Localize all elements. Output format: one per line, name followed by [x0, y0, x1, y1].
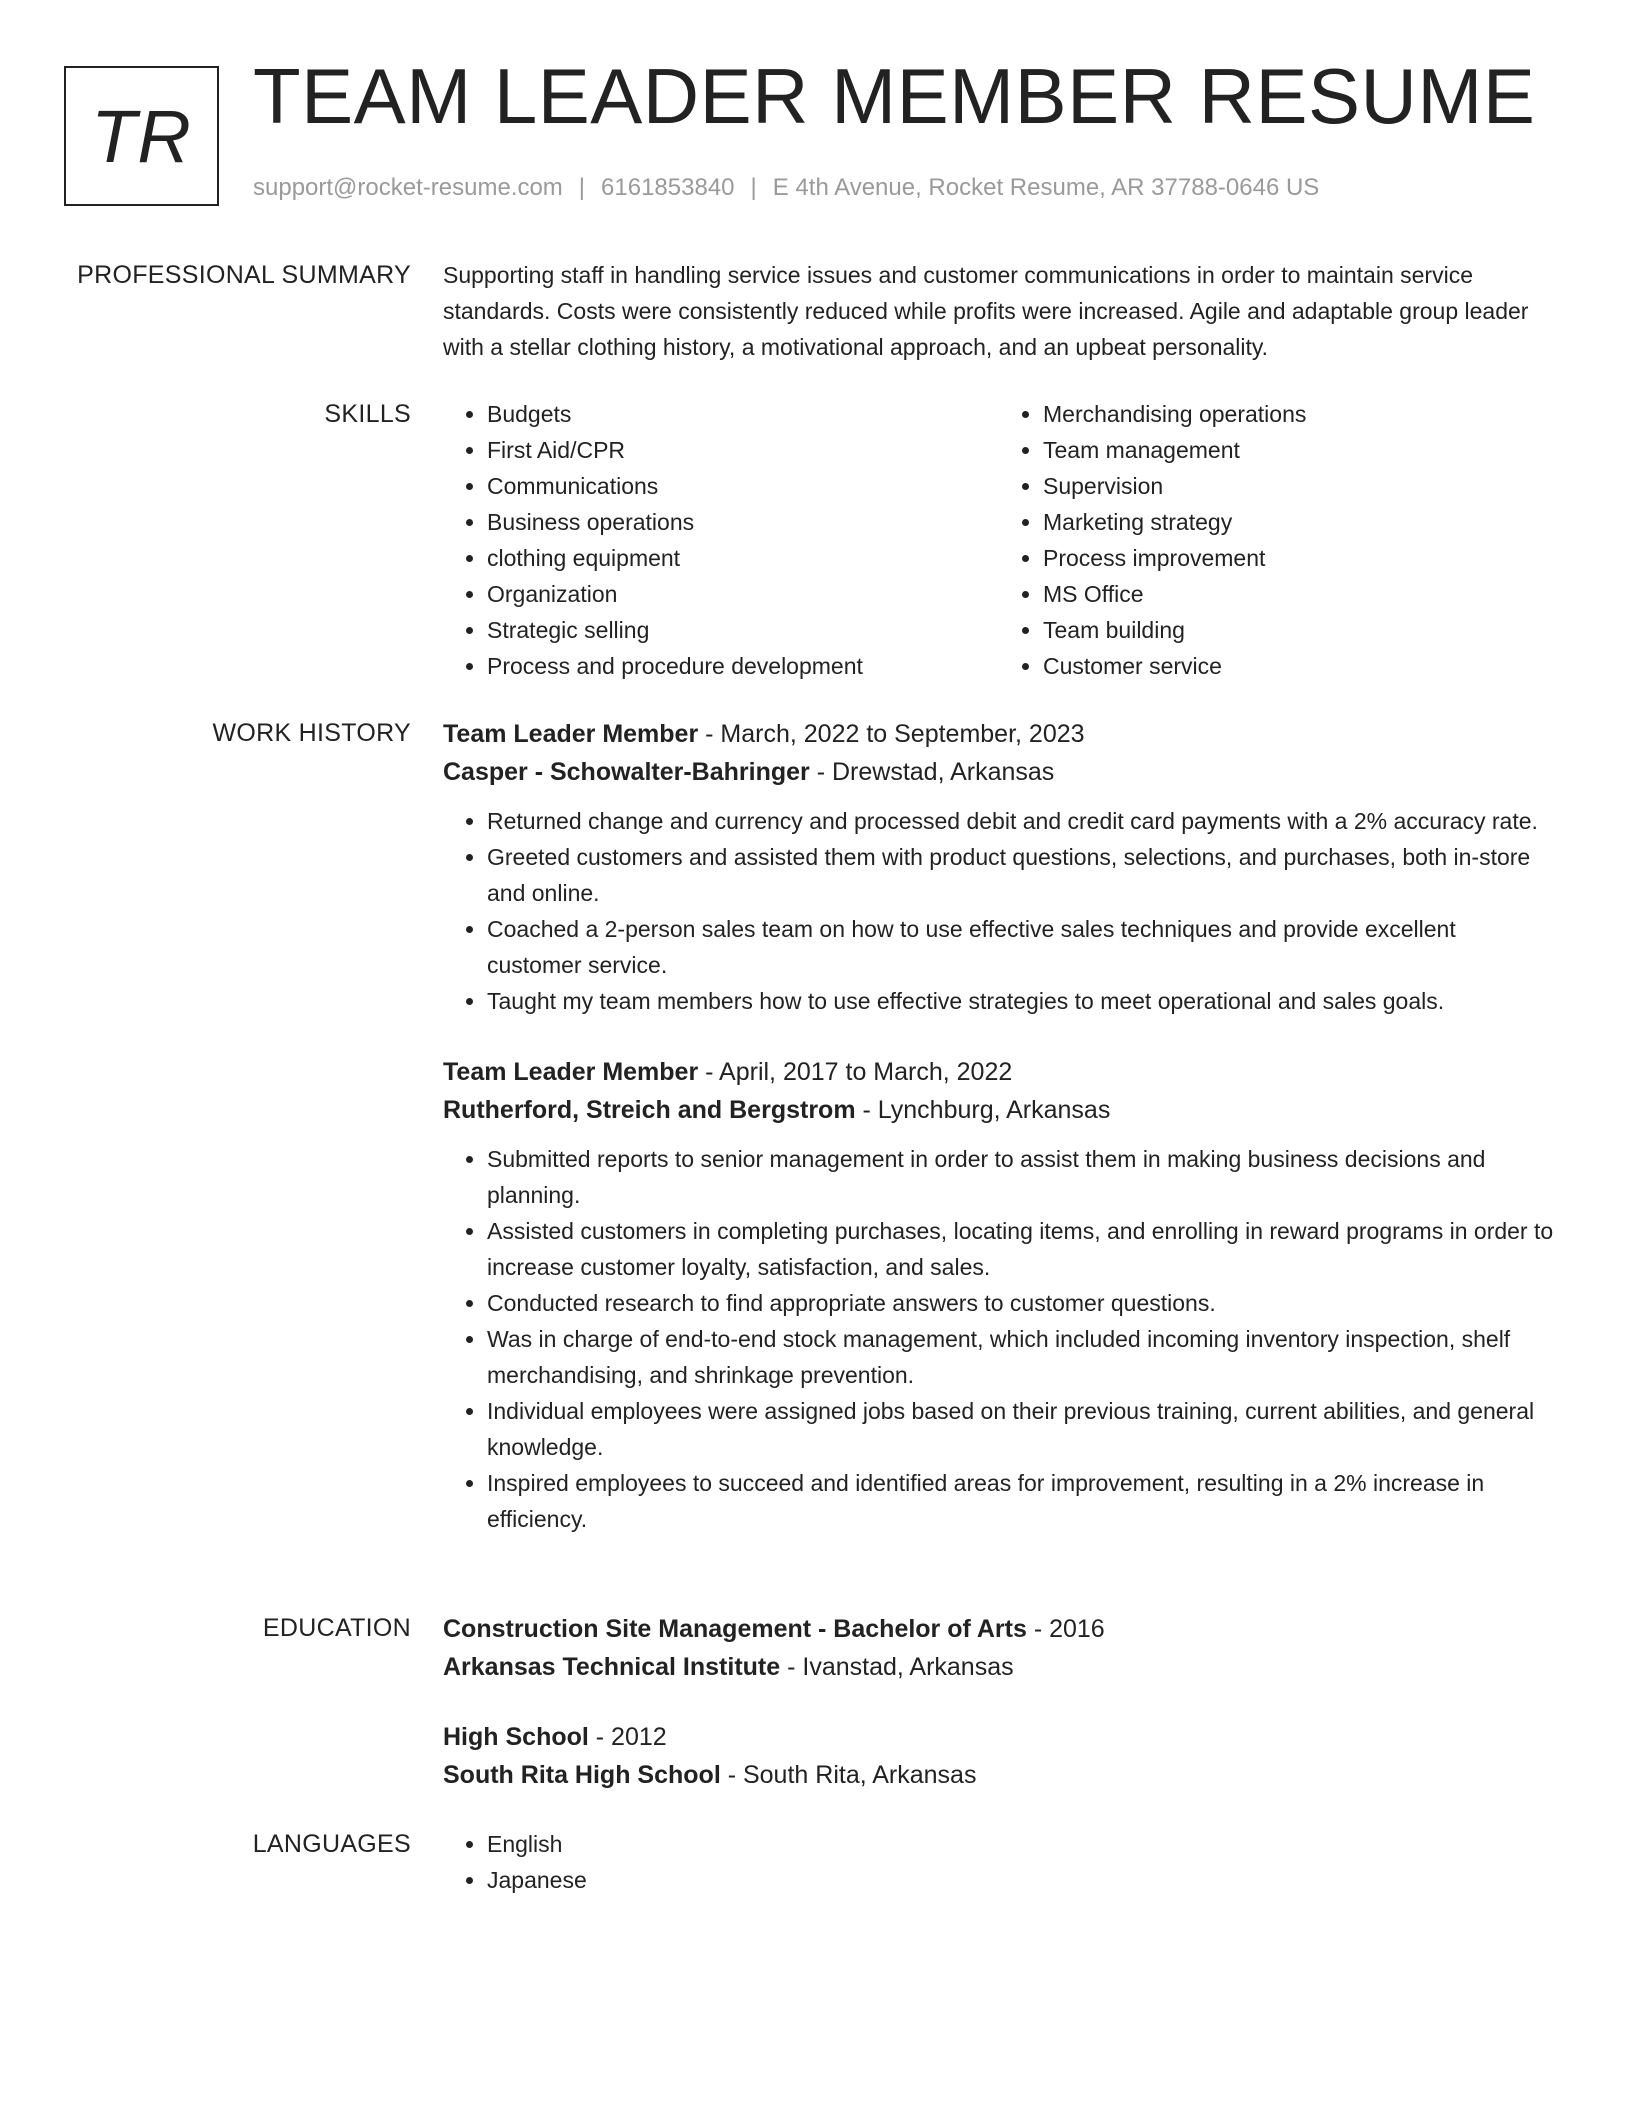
school-line [443, 1756, 1555, 1794]
contact-separator: | [750, 174, 757, 201]
skill-item: • Merchandising operations [1043, 396, 1555, 432]
skill-item: • Process and procedure development [487, 648, 999, 684]
resume-title: TEAM LEADER MEMBER RESUME [253, 52, 1536, 140]
skill-item: • Organization [487, 576, 999, 612]
school-name: South Rita High School [443, 1761, 721, 1789]
education-entry [443, 1610, 1555, 1686]
skill-item: • Team building [1043, 612, 1555, 648]
job-title: Team Leader Member [443, 1058, 699, 1086]
skill-item: • First Aid/CPR [487, 432, 999, 468]
job-location: - Drewstad, Arkansas [809, 758, 1055, 786]
work-history-body [443, 715, 1555, 1537]
job-duty: • Individual employees were assigned jobs based on their previous training, current abilities, and general knowledge. [487, 1393, 1555, 1465]
degree-line [443, 1610, 1555, 1648]
degree: High School [443, 1723, 589, 1751]
education-body [443, 1610, 1555, 1794]
job-company: Casper - Schowalter-Bahringer [443, 758, 810, 786]
job-title: Team Leader Member [443, 720, 699, 748]
job-company-line [443, 1091, 1555, 1129]
skills-body [443, 396, 1555, 684]
job-dates: - March, 2022 to September, 2023 [698, 720, 1085, 748]
job-entry [443, 715, 1555, 1019]
contact-separator: | [578, 174, 586, 201]
job-duty: • Was in charge of end-to-end stock management, which included incoming inventory inspection, shelf merchandising, and shrinkage prevention. [487, 1321, 1555, 1393]
monogram-badge: TR [64, 66, 219, 206]
education-entry [443, 1718, 1555, 1794]
skill-item: • Process improvement [1043, 540, 1555, 576]
skill-item: • clothing equipment [487, 540, 999, 576]
job-dates: - April, 2017 to March, 2022 [698, 1058, 1013, 1086]
graduation-year: - 2012 [588, 1723, 667, 1751]
school-location: - South Rita, Arkansas [720, 1761, 977, 1789]
skill-item: • Customer service [1043, 648, 1555, 684]
job-company: Rutherford, Streich and Bergstrom [443, 1096, 856, 1124]
job-duties-list [443, 1141, 1555, 1537]
job-title-line [443, 715, 1555, 753]
language-item: • English [487, 1826, 1555, 1862]
contact-phone: 6161853840 [601, 174, 735, 201]
skills-list-right [999, 396, 1555, 684]
school-name: Arkansas Technical Institute [443, 1653, 781, 1681]
contact-email: support@rocket-resume.com [253, 174, 563, 201]
skill-item: • Business operations [487, 504, 999, 540]
languages-list [443, 1826, 1555, 1898]
skill-item: • Strategic selling [487, 612, 999, 648]
skill-item: • Budgets [487, 396, 999, 432]
job-duty: • Conducted research to find appropriate answers to customer questions. [487, 1285, 1555, 1321]
school-line [443, 1648, 1555, 1686]
job-location: - Lynchburg, Arkansas [855, 1096, 1111, 1124]
job-company-line [443, 753, 1555, 791]
summary-text: Supporting staff in handling service issues and customer communications in order to maintain service standards. Costs were consistently reduced while profits were increased. Agile and adaptable group leader with a stellar clothing history, a motivational approach, and an upbeat personality. [443, 262, 1529, 360]
education-heading: EDUCATION [262, 1614, 411, 1642]
skill-item: • MS Office [1043, 576, 1555, 612]
job-duties-list [443, 803, 1555, 1019]
job-duty: • Taught my team members how to use effective strategies to meet operational and sales goals. [487, 983, 1555, 1019]
skill-item: • Supervision [1043, 468, 1555, 504]
school-location: - Ivanstad, Arkansas [780, 1653, 1014, 1681]
skill-item: • Communications [487, 468, 999, 504]
degree: Construction Site Management - Bachelor of Arts [443, 1615, 1027, 1643]
skills-list-left [443, 396, 999, 684]
skills-heading: SKILLS [324, 400, 411, 428]
contact-line [253, 174, 1319, 202]
job-duty: • Returned change and currency and processed debit and credit card payments with a 2% accuracy rate. [487, 803, 1555, 839]
skill-item: • Team management [1043, 432, 1555, 468]
work-history-heading: WORK HISTORY [212, 719, 411, 747]
graduation-year: - 2016 [1026, 1615, 1105, 1643]
degree-line [443, 1718, 1555, 1756]
languages-body [443, 1826, 1555, 1898]
job-duty: • Inspired employees to succeed and identified areas for improvement, resulting in a 2% increase in efficiency. [487, 1465, 1555, 1537]
job-title-line [443, 1053, 1555, 1091]
job-duty: • Coached a 2-person sales team on how to use effective sales techniques and provide excellent customer service. [487, 911, 1555, 983]
job-duty: • Greeted customers and assisted them with product questions, selections, and purchases, both in-store and online. [487, 839, 1555, 911]
job-duty: • Assisted customers in completing purchases, locating items, and enrolling in reward programs in order to increase customer loyalty, satisfaction, and sales. [487, 1213, 1555, 1285]
language-item: • Japanese [487, 1862, 1555, 1898]
contact-address: E 4th Avenue, Rocket Resume, AR 37788-0646 US [772, 174, 1320, 201]
job-duty: • Submitted reports to senior management in order to assist them in making business decisions and planning. [487, 1141, 1555, 1213]
languages-heading: LANGUAGES [252, 1830, 411, 1858]
skill-item: • Marketing strategy [1043, 504, 1555, 540]
summary-heading: PROFESSIONAL SUMMARY [77, 261, 411, 289]
job-entry [443, 1053, 1555, 1537]
